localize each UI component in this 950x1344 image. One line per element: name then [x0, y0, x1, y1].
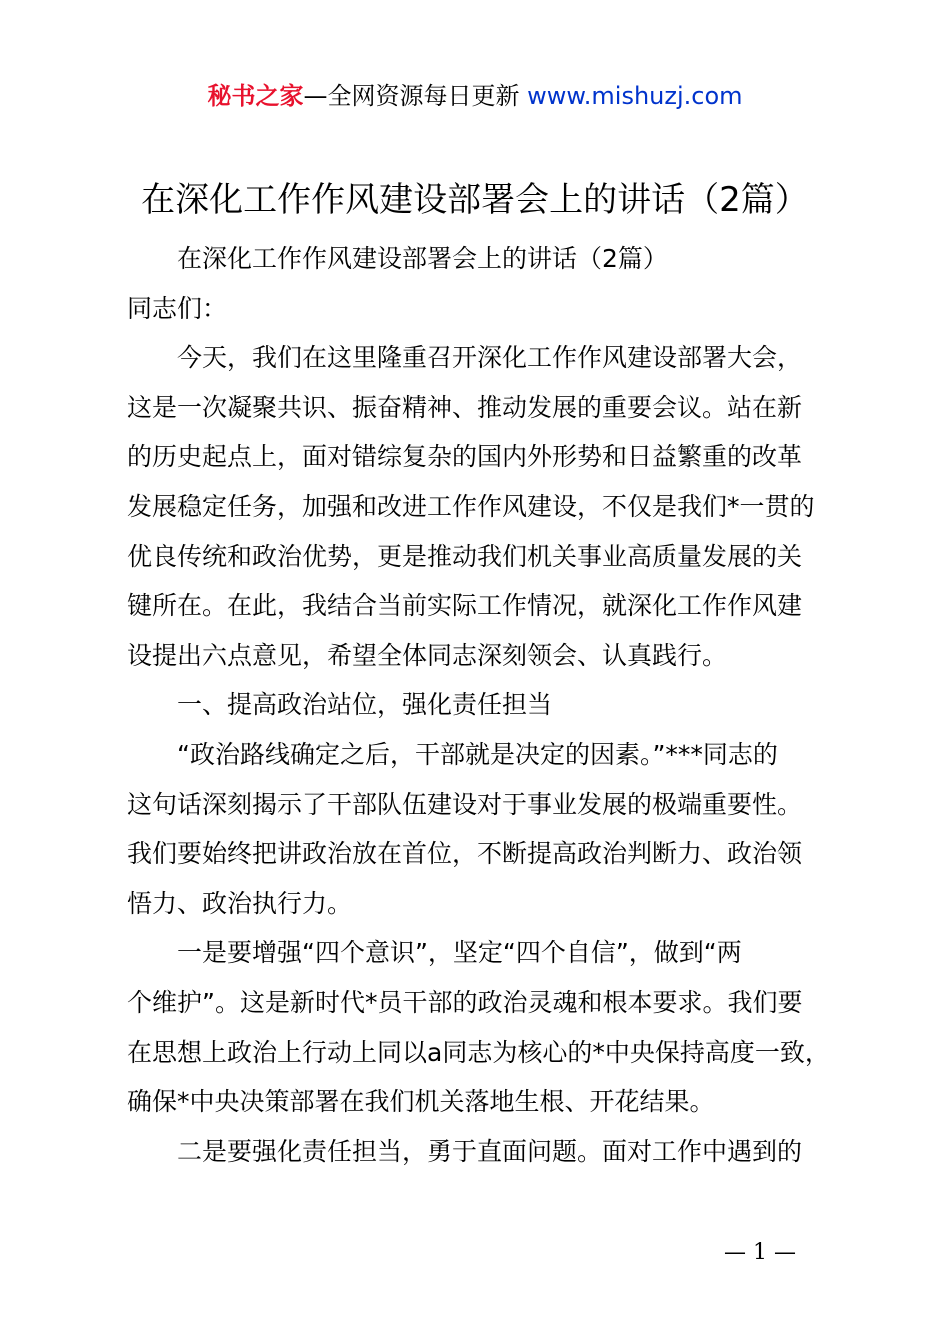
paragraph-line: 二是要强化责任担当，勇于直面问题。面对工作中遇到的	[177, 1136, 803, 1166]
document-title: 在深化工作作风建设部署会上的讲话（2篇）	[141, 180, 809, 220]
section-heading: 一、提高政治站位，强化责任担当	[177, 690, 553, 720]
paragraph-line: 今天，我们在这里隆重召开深化工作作风建设部署大会，	[177, 343, 803, 373]
paragraph-line: 悟力、政治执行力。	[127, 888, 353, 918]
salutation-line: 同志们：	[127, 293, 228, 323]
site-header	[0, 80, 950, 112]
paragraph-line: 在思想上政治上行动上同以a同志为核心的*中央保持高度一致，	[127, 1037, 830, 1067]
paragraph-line: 这句话深刻揭示了干部队伍建设对于事业发展的极端重要性。	[127, 789, 803, 819]
paragraph-line: 设提出六点意见，希望全体同志深刻领会、认真践行。	[127, 640, 728, 670]
paragraph-line: 确保*中央决策部署在我们机关落地生根、开花结果。	[127, 1087, 715, 1117]
paragraph-line: 的历史起点上，面对错综复杂的国内外形势和日益繁重的改革	[127, 442, 803, 472]
paragraph-line: 发展稳定任务，加强和改进工作作风建设，不仅是我们*一贯的	[127, 491, 815, 521]
subtitle-line: 在深化工作作风建设部署会上的讲话（2篇）	[177, 244, 668, 273]
paragraph-line: 个维护”。这是新时代*员干部的政治灵魂和根本要求。我们要	[127, 987, 803, 1017]
document-body	[127, 234, 839, 1176]
paragraph-line: 键所在。在此，我结合当前实际工作情况，就深化工作作风建	[127, 591, 803, 621]
header-tagline: —全网资源每日更新	[303, 82, 528, 110]
paragraph-line: 我们要始终把讲政治放在首位，不断提高政治判断力、政治领	[127, 839, 803, 869]
brand-name: 秘书之家	[207, 82, 304, 110]
paragraph-line: 优良传统和政治优势，更是推动我们机关事业高质量发展的关	[127, 541, 803, 571]
site-url-link[interactable]: www.mishuzj.com	[527, 82, 743, 110]
page-number: — 1 —	[724, 1240, 796, 1265]
paragraph-line: 一是要增强“四个意识”，坚定“四个自信”，做到“两	[177, 938, 742, 968]
paragraph-line: 这是一次凝聚共识、振奋精神、推动发展的重要会议。站在新	[127, 392, 803, 422]
paragraph-line: “政治路线确定之后，干部就是决定的因素。”***同志的	[177, 739, 778, 769]
